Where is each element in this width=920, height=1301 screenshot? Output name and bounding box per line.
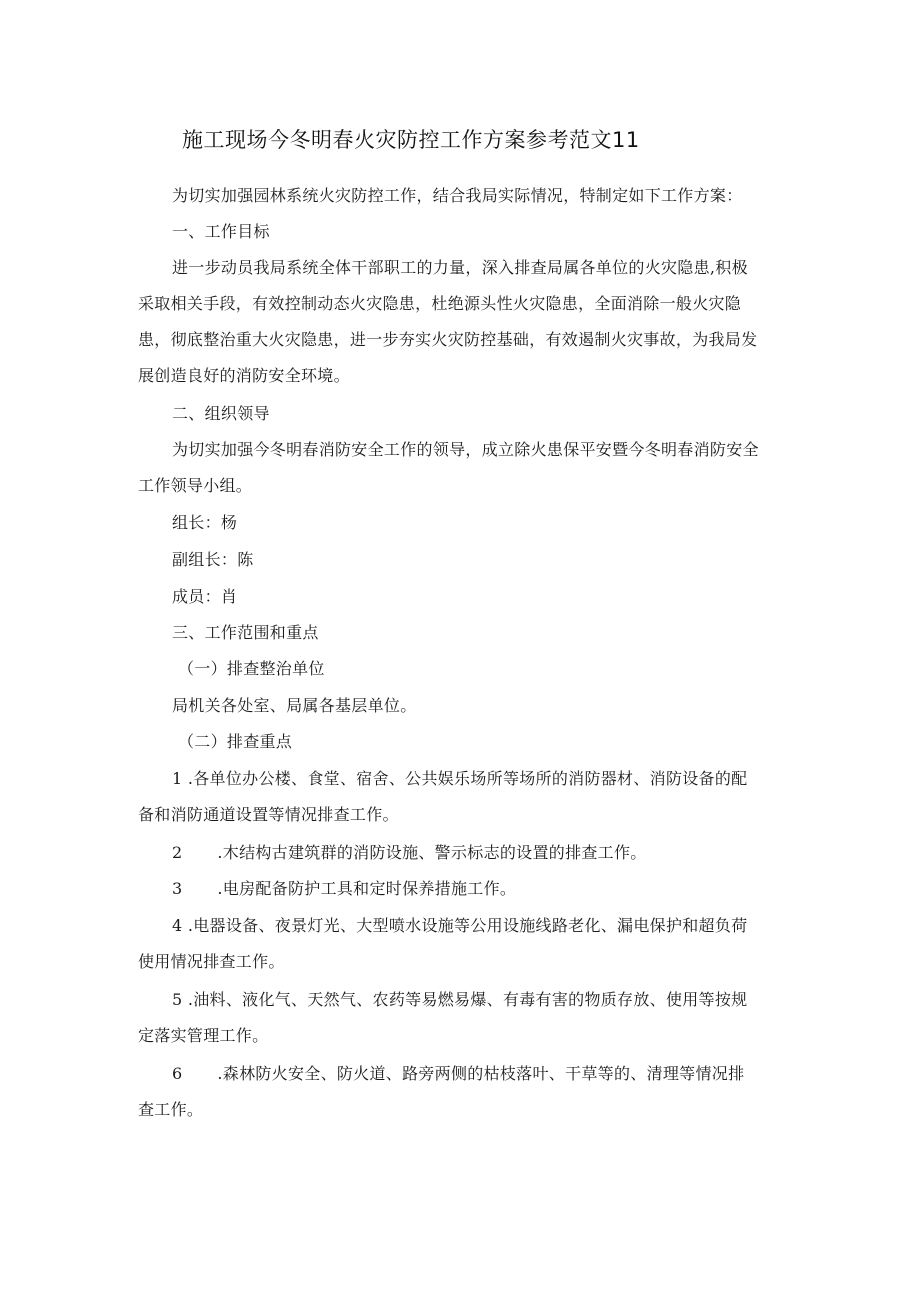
goals-line-4: 展创造良好的消防安全环境。 (138, 366, 350, 385)
focus-item-2-line-1 (172, 835, 647, 871)
focus-item-number: 6 (172, 1064, 183, 1083)
subsection-heading-focus: （二）排查重点 (178, 732, 293, 751)
focus-item-6-line-1 (172, 1056, 744, 1092)
goals-line-3: 患，彻底整治重大火灾隐患，进一步夯实火灾防控基础，有效遏制火灾事故，为我局发 (138, 330, 758, 349)
document-title: 施工现场今冬明春火灾防控工作方案参考范文11 (182, 128, 640, 152)
focus-item-5-line-1 (172, 982, 747, 1018)
focus-item-number: 4 (172, 916, 183, 935)
focus-item-text: .电房配备防护工具和定时保养措施工作。 (212, 879, 517, 898)
focus-item-4-line-1 (172, 908, 747, 944)
focus-item-3-line-1 (172, 871, 516, 907)
goals-line-1: 进一步动员我局系统全体干部职工的力量，深入排查局属各单位的火灾隐患,积极 (172, 258, 748, 277)
focus-item-text: .各单位办公楼、食堂、宿舍、公共娱乐场所等场所的消防器材、消防设备的配 (182, 769, 748, 788)
organization-line-2: 工作领导小组。 (138, 476, 253, 495)
focus-item-4-line-2: 使用情况排查工作。 (138, 952, 285, 971)
section-heading-scope: 三、工作范围和重点 (172, 623, 319, 642)
focus-item-text: .森林防火安全、防火道、路旁两侧的枯枝落叶、干草等的、清理等情况排 (212, 1064, 745, 1083)
focus-item-text: .木结构古建筑群的消防设施、警示标志的设置的排查工作。 (212, 843, 647, 862)
focus-item-1-line-1 (172, 761, 747, 797)
focus-item-number: 5 (172, 990, 183, 1009)
focus-item-6-line-2: 查工作。 (138, 1100, 204, 1119)
organization-line-1: 为切实加强今冬明春消防安全工作的领导，成立除火患保平安暨今冬明春消防安全 (172, 440, 759, 459)
focus-item-number: 1 (172, 769, 183, 788)
intro-paragraph: 为切实加强园林系统火灾防控工作，结合我局实际情况，特制定如下工作方案： (172, 186, 743, 205)
section-heading-organization: 二、组织领导 (172, 404, 270, 423)
section-heading-goals: 一、工作目标 (172, 222, 270, 241)
units-text: 局机关各处室、局属各基层单位。 (172, 696, 417, 715)
focus-item-number: 3 (172, 879, 183, 898)
focus-item-1-line-2: 备和消防通道设置等情况排查工作。 (138, 805, 399, 824)
focus-item-text: .油料、液化气、天然气、农药等易燃易爆、有毒有害的物质存放、使用等按规 (182, 990, 748, 1009)
team-leader: 组长：杨 (172, 513, 238, 532)
focus-item-number: 2 (172, 843, 183, 862)
subsection-heading-units: （一）排查整治单位 (178, 659, 325, 678)
team-deputy: 副组长：陈 (172, 550, 254, 569)
goals-line-2: 采取相关手段，有效控制动态火灾隐患，杜绝源头性火灾隐患，全面消除一般火灾隐 (138, 294, 742, 313)
focus-item-text: .电器设备、夜景灯光、大型喷水设施等公用设施线路老化、漏电保护和超负荷 (182, 916, 748, 935)
team-members: 成员：肖 (172, 587, 238, 606)
focus-item-5-line-2: 定落实管理工作。 (138, 1026, 269, 1045)
